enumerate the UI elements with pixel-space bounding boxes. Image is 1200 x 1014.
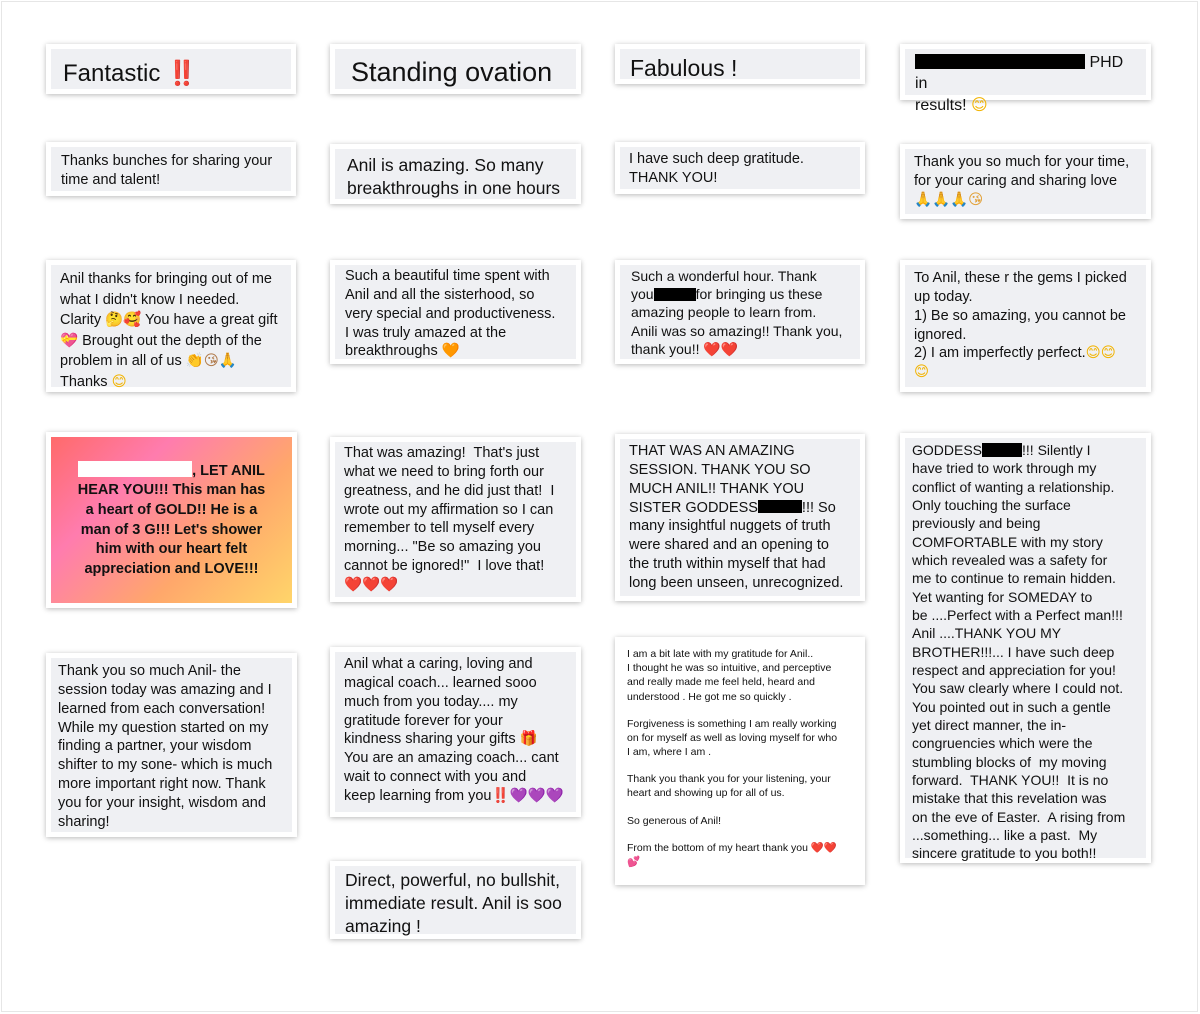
card-text: HEAR YOU!!! This man has a heart of GOLD!! He is a man of 3 G!!! Let's shower him with our heart felt appreciation and LOVE!!! [77, 482, 266, 577]
card-text-line: THAT WAS AN AMAZING [629, 443, 795, 459]
gift-emoji-icon: 🎁 [519, 731, 538, 748]
testimonial-card-fabulous [615, 44, 865, 84]
testimonial-card-late-gratitude [615, 637, 865, 885]
card-text-line: , LET ANIL [192, 462, 265, 479]
two-hearts-emoji-icon: 💕 [627, 855, 641, 868]
testimonial-card-beautiful-time [330, 260, 581, 364]
card-text: Fantastic [63, 60, 161, 87]
card-text-line: Thanks [60, 373, 112, 390]
thinking-love-emoji-icon: 🤔🥰 [105, 312, 142, 329]
testimonial-card-clarity [46, 260, 296, 392]
testimonial-card-amazing-session [615, 434, 865, 601]
testimonial-card-gems [900, 260, 1151, 392]
card-text: have tried to work through my conflict of wanting a relationship. Only touching the surface previously and being COMFORTABLE with my story which revealed was a safety for me to continue to remain hidden. Yet wanting for SOMEDAY to be ....Perfect with a Perfect man!!! Anil ....THANK YOU MY BROTHER!!!... I have such deep respect and appreciation for you! You saw clearly where I could not. You pointed out in such a gentle yet direct manner, the in- congruencies which were the stumbling blocks of my moving forward. THANK YOU!! It is no mistake that this revelation was on the eve of Easter. A rising from ...something... like a past. My sincere gratitude to you both!! [912, 460, 1126, 862]
smile-emoji-icon: 😊😊 [1085, 345, 1116, 362]
card-text-line: Anili was so amazing!! Thank you, [631, 322, 843, 339]
card-text: Such a beautiful time spent with Anil and all the sisterhood, so very special and productiveness. I was truly amazed at the breakthroughs [345, 268, 556, 360]
card-paragraph: I am a bit late with my gratitude for Anil.. I thought he was so intuitive, and perceptive and really made me feel held, heard and understood . He got me so quickly . [627, 648, 832, 703]
card-text-line: !!! Silently I [1022, 442, 1091, 458]
orange-heart-emoji-icon: 🧡 [441, 343, 460, 360]
testimonial-card-fantastic [46, 44, 296, 94]
testimonial-card-phd [900, 44, 1151, 114]
card-text-line: amazing people to learn from. [631, 304, 817, 321]
card-text-line: MUCH ANIL!! THANK YOU [629, 480, 805, 497]
testimonial-card-anil-amazing [330, 144, 581, 204]
card-paragraph: Thank you thank you for your listening, your heart and showing up for all of us. [627, 773, 831, 800]
double-exclamation-emoji-icon: ‼️ [491, 787, 510, 804]
card-text: You are an amazing coach... cant wait to connect with you and keep learning from you [344, 750, 559, 804]
card-text-line: !!! So [801, 499, 836, 516]
testimonial-card-direct-powerful [330, 861, 581, 939]
testimonial-card-affirmation [330, 437, 581, 602]
testimonial-card-deep-gratitude [615, 142, 865, 194]
card-text: To Anil, these r the gems I picked up today. 1) Be so amazing, you cannot be ignored. 2) I am imperfectly perfect. [914, 270, 1127, 362]
card-paragraph: Forgiveness is something I am really working on for myself as well as loving myself for who I am, where I am . [627, 717, 838, 759]
card-text: Thank you so much for your time, for your caring and sharing love [914, 154, 1130, 189]
card-text: Standing ovation [351, 57, 553, 87]
testimonial-card-thank-you-time [900, 144, 1151, 219]
purple-hearts-emoji-icon: 💜💜💜 [509, 787, 564, 804]
card-text: That was amazing! That's just what we need to bring forth our greatness, and he did just that! I wrote out my affirmation so I can remember to tell myself every morning... "Be so amazing you cannot be ignored!" I love that! [344, 445, 555, 575]
card-text-line: Brought out the depth of the [78, 332, 262, 349]
testimonial-card-wonderful-hour [615, 260, 865, 364]
card-text-line: you [631, 286, 654, 303]
heart-gift-emoji-icon: 💝 [60, 332, 79, 349]
card-text: Direct, powerful, no bullshit, immediate result. Anil is soo amazing ! [345, 870, 562, 936]
card-text-line: SISTER GODDESS [629, 499, 758, 516]
redacted-name [982, 443, 1022, 456]
card-text-line: what I didn't know I needed. [60, 291, 240, 308]
testimonial-card-partner-wisdom [46, 653, 297, 837]
card-text: I have such deep gratitude. THANK YOU! [629, 151, 804, 186]
card-text-line: Such a wonderful hour. Thank [631, 268, 817, 284]
card-paragraph: From the bottom of my heart thank you [627, 841, 811, 854]
card-text: Thanks bunches for sharing your time and talent! [61, 153, 273, 188]
redacted-name [654, 288, 696, 301]
card-text-line: thank you!! [631, 340, 704, 357]
card-text-line: for bringing us these [695, 286, 823, 303]
card-text: Fabulous ! [630, 55, 738, 81]
smile-emoji-icon: 😊 [111, 373, 127, 390]
testimonial-card-goddess [900, 433, 1151, 863]
testimonial-card-thanks-bunches [46, 142, 296, 196]
testimonial-card-magical-coach [330, 647, 581, 817]
double-exclamation-emoji-icon: ‼️ [167, 59, 197, 87]
red-hearts-emoji-icon: ❤️❤️❤️ [344, 576, 399, 593]
card-text-line: Clarity [60, 312, 106, 329]
smile-emoji-icon: 😊 [971, 94, 988, 114]
red-hearts-emoji-icon: ❤️❤️ [703, 341, 739, 358]
testimonial-card-standing-ovation [330, 44, 581, 94]
praying-hands-emoji-icon: 🙏🙏🙏😘 [914, 191, 984, 208]
card-text: Anil what a caring, loving and magical coach... learned sooo much from you today.... my gratitude forever for your kindness sharing your gifts [344, 656, 537, 748]
redacted-name [78, 461, 192, 477]
redacted-name [915, 54, 1085, 69]
card-text-line: problem in all of us [60, 353, 186, 370]
card-text: Anil is amazing. So many breakthroughs in one hours [347, 155, 561, 198]
smile-emoji-icon: 😊 [914, 364, 930, 381]
card-text-line2: results! [915, 96, 972, 114]
card-text-line: Anil thanks for bringing out of me [60, 271, 272, 287]
card-text-line: GODDESS [912, 442, 983, 458]
red-hearts-emoji-icon: ❤️❤️ [810, 841, 837, 854]
redacted-name [758, 500, 802, 514]
card-text-line: You have a great gift [141, 312, 278, 329]
testimonial-card-heart-of-gold [46, 432, 297, 608]
card-paragraph: So generous of Anil! [627, 814, 721, 827]
card-text: Thank you so much Anil- the session today was amazing and I learned from each conversation! While my question started on my finding a partner, your wisdom shifter to my sone- which is much more important right now. Thank you for your insight, wisdom and sharing! [58, 663, 273, 830]
clap-kiss-pray-emoji-icon: 👏😘🙏 [185, 353, 237, 370]
card-text-line1: PHD in [915, 54, 1124, 92]
card-text: many insightful nuggets of truth were shared and an opening to the truth within myself that had long been unseen, unrecognized. [629, 518, 844, 591]
card-text-line: SESSION. THANK YOU SO [629, 461, 811, 478]
